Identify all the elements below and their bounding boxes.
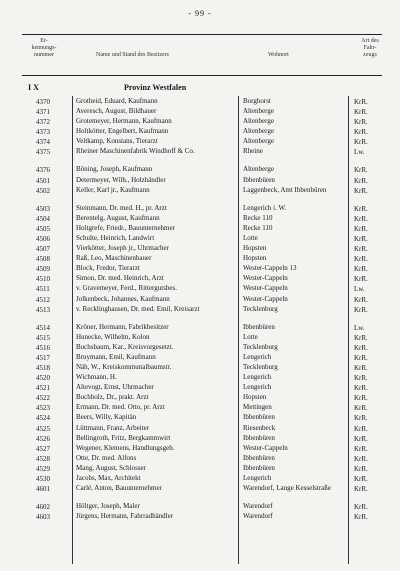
header-nr: Er- kennungs- nummer: [31, 38, 57, 58]
vehicle-type: KrR.: [354, 98, 368, 106]
table-row: [0, 117, 400, 127]
table-row: [0, 343, 400, 353]
vehicle-type: KrR.: [354, 434, 368, 443]
owner-name: Buchsbaum, Kar., Kreisvorgesetzt.: [76, 342, 174, 351]
vehicle-type: KrR.: [354, 475, 368, 483]
vehicle-type: KrR.: [354, 186, 368, 195]
table-row: [0, 214, 400, 224]
vehicle-type: KrR.: [354, 384, 368, 393]
entry-number: 4523: [36, 404, 50, 413]
vehicle-type: KrR.: [354, 485, 368, 494]
owner-name: Näh, W., Kreiskommunalbaumstr.: [76, 362, 172, 371]
owner-name: Keller, Karl jr., Kaufmann: [76, 185, 150, 194]
section-title: Provinz Westfalen: [124, 83, 187, 92]
entry-number: 4528: [36, 454, 50, 463]
residence: Wester-Cappeln: [243, 284, 288, 293]
residence: Recke 110: [243, 213, 273, 222]
residence: Warendorf: [243, 502, 273, 511]
owner-name: Grotemeyer, Hermann, Kaufmann: [76, 117, 172, 126]
vehicle-type: KrR.: [354, 363, 368, 372]
residence: Lotte: [243, 233, 258, 242]
residence: Tecklenburg: [243, 304, 278, 313]
vehicle-type: KrR.: [354, 374, 368, 383]
table-row: [0, 284, 400, 294]
table-row: [0, 424, 400, 434]
owner-name: Beers, Willy, Kapitän: [76, 413, 137, 422]
residence: Lotte: [243, 332, 258, 341]
owner-name: Bruymann, Emil, Kaufmann: [76, 352, 156, 361]
entry-number: 4504: [36, 214, 50, 223]
residence: Hopsten: [243, 254, 267, 263]
residence: Wester-Cappeln: [243, 443, 288, 452]
table-row: [0, 186, 400, 204]
entry-number: 4371: [36, 108, 50, 117]
entry-number: 4505: [36, 224, 50, 233]
table-row: [0, 464, 400, 474]
vehicle-type: KrR.: [354, 138, 368, 147]
residence: Ibbenbüren: [243, 463, 275, 472]
table-row: [0, 176, 400, 186]
table-row: [0, 107, 400, 117]
owner-name: Jürgens, Hermann, Fahrradhändler: [76, 512, 174, 521]
table-row: [0, 353, 400, 363]
vehicle-type: KrR.: [354, 128, 368, 137]
entry-number: 4508: [36, 255, 50, 264]
table-row: [0, 165, 400, 175]
entry-number: 4602: [36, 503, 50, 512]
entry-number: 4507: [36, 245, 50, 254]
owner-name: Lüttmann, Franz, Arbeiter: [76, 423, 150, 432]
residence: Warendorf: [243, 512, 273, 521]
table-row: [0, 502, 400, 512]
vehicle-type: KrR.: [354, 224, 368, 233]
residence: Tecklenburg: [243, 342, 278, 351]
entry-number: 4517: [36, 353, 50, 362]
owner-name: Kröner, Hermann, Fabrikbesitzer: [76, 322, 169, 331]
owner-name: v. Recklinghausen, Dr. med. Emil, Kreisarzt: [76, 304, 200, 313]
residence: Mettingen: [243, 403, 272, 412]
entry-number: 4516: [36, 343, 50, 352]
vehicle-type: KrR.: [354, 305, 368, 314]
owner-name: Altevogt, Ernst, Uhrmacher: [76, 383, 154, 392]
residence: Lengerich i. W.: [243, 203, 287, 212]
residence: Warendorf, Lange Kesselstraße: [243, 484, 331, 493]
residence: Riesenbeck: [243, 423, 276, 432]
owner-name: Berentelg, August, Kaufmann: [76, 213, 160, 222]
entry-number: 4530: [36, 475, 50, 483]
owner-name: Ermann, Dr. med. Otto, pr. Arzt: [76, 403, 165, 412]
entry-number: 4521: [36, 384, 50, 393]
residence: Altenberge: [243, 107, 274, 116]
entry-number: 4509: [36, 265, 50, 274]
entry-number: 4515: [36, 333, 50, 342]
entry-number: 4514: [36, 323, 50, 332]
entry-number: 4510: [36, 275, 50, 284]
vehicle-type: KrR.: [354, 454, 368, 463]
residence: Ibbenbüren: [243, 453, 275, 462]
vehicle-type: KrR.: [354, 414, 368, 423]
entry-number: 4374: [36, 138, 50, 147]
vehicle-type: KrR.: [354, 214, 368, 223]
owner-name: Determeyer, Wilh., Holzhändler: [76, 175, 166, 184]
owner-name: Jacobs, Max, Architekt: [76, 474, 141, 482]
owner-name: Raß, Leo, Maschinenbauer: [76, 254, 152, 263]
vehicle-type: KrR.: [354, 343, 368, 352]
owner-name: Otte, Dr. med. Alfons: [76, 453, 137, 462]
entry-number: 4376: [36, 166, 50, 175]
table-row: [0, 454, 400, 464]
residence: Lengerich: [243, 352, 272, 361]
table-row: [0, 147, 400, 165]
owner-name: Jolkenbeck, Johannes, Kaufmann: [76, 294, 170, 303]
table-row: [0, 413, 400, 423]
residence: Ibbenbüren: [243, 433, 275, 442]
owner-name: Veltkamp, Konstans, Tierarzt: [76, 137, 158, 146]
owner-name: Schulte, Heinrich, Landwirt: [76, 233, 155, 242]
vehicle-type: KrR.: [354, 404, 368, 413]
table-row: [0, 137, 400, 147]
entry-number: 4526: [36, 434, 50, 443]
vehicle-type: KrR.: [354, 245, 368, 254]
vehicle-type: KrR.: [354, 255, 368, 264]
table-row: [0, 512, 400, 522]
entry-number: 4370: [36, 98, 50, 106]
table-row: [0, 234, 400, 244]
residence: Wester-Cappeln 13: [243, 264, 297, 273]
residence: Tecklenburg: [243, 362, 278, 371]
table-row: [0, 274, 400, 284]
owner-name: Grotheid, Eduard, Kaufmann: [76, 97, 158, 105]
residence: Borghorst: [243, 97, 271, 105]
table-row: [0, 373, 400, 383]
owner-name: v. Gravemeyer, Ferd., Rittergutsbes.: [76, 284, 178, 293]
vehicle-type: KrR.: [354, 275, 368, 284]
residence: Hopsten: [243, 393, 267, 402]
entry-number: 4373: [36, 128, 50, 137]
entry-number: 4511: [36, 285, 50, 294]
vehicle-type: KrR.: [354, 166, 368, 175]
residence: Hopsten: [243, 244, 267, 253]
residence: Lengerich: [243, 383, 272, 392]
entry-number: 4522: [36, 394, 50, 403]
residence: Ibbenbüren: [243, 175, 275, 184]
table-row: [0, 393, 400, 403]
owner-name: Böning, Joseph, Kaufmann: [76, 165, 153, 174]
page-number: - 99 -: [188, 9, 212, 18]
vehicle-type: KrR.: [354, 295, 368, 304]
vehicle-type: KrR.: [354, 353, 368, 362]
vehicle-type: Lw.: [354, 148, 365, 157]
table-row: [0, 444, 400, 454]
entry-number: 4502: [36, 186, 50, 195]
residence: Ibbenbüren: [243, 322, 275, 331]
entry-number: 4375: [36, 148, 50, 157]
residence: Lengerich: [243, 373, 272, 382]
header-wohnort: Wohnort: [268, 52, 289, 58]
entry-number: 4603: [36, 513, 50, 522]
entry-number: 4503: [36, 204, 50, 213]
owner-name: Buchholz, Dr., prakt. Arzt: [76, 393, 149, 402]
vehicle-type: KrR.: [354, 424, 368, 433]
vehicle-type: KrR.: [354, 118, 368, 127]
entry-number: 4601: [36, 485, 50, 494]
owner-name: Carlé, Anton, Bauunternehmer: [76, 484, 162, 493]
table-row: [0, 363, 400, 373]
residence: Wester-Cappeln: [243, 274, 288, 283]
table-row: [0, 244, 400, 254]
residence: Altenberge: [243, 127, 274, 136]
entry-number: 4501: [36, 176, 50, 185]
vehicle-type: KrR.: [354, 204, 368, 213]
table-row: [0, 474, 400, 484]
table-row: [0, 97, 400, 107]
owner-name: Holtgrefe, Friedr., Bauunternehmer: [76, 223, 175, 232]
vehicle-type: KrR.: [354, 513, 368, 522]
header-art: Art des Fahr- zeugs: [361, 38, 379, 58]
vehicle-type: KrR.: [354, 108, 368, 117]
table-row: [0, 403, 400, 413]
owner-name: Bellingroth, Fritz, Bergkammwirt: [76, 433, 171, 442]
residence: Rheine: [243, 147, 263, 156]
table-row: [0, 484, 400, 502]
owner-name: Vierkötter, Joseph jr., Uhrmacher: [76, 244, 169, 253]
header-top-rule: [22, 34, 382, 35]
vehicle-type: KrR.: [354, 333, 368, 342]
vehicle-type: KrR.: [354, 176, 368, 185]
residence: Laggenbeck, Amt Ibbenbüren: [243, 185, 327, 194]
owner-name: Höltger, Joseph, Maler: [76, 502, 140, 511]
vehicle-type: Lw.: [354, 323, 365, 332]
owner-name: Block, Fredor, Tierarzt: [76, 264, 140, 273]
table-row: [0, 224, 400, 234]
registry-table: [0, 97, 400, 522]
owner-name: Rheiner Maschinenfabrik Windhoff & Co.: [76, 147, 195, 156]
vehicle-type: KrR.: [354, 394, 368, 403]
residence: Altenberge: [243, 137, 274, 146]
entry-number: 4524: [36, 414, 50, 423]
entry-number: 4520: [36, 374, 50, 383]
vehicle-type: KrR.: [354, 265, 368, 274]
vehicle-type: KrR.: [354, 503, 368, 512]
header-name: Name und Stand des Besitzers: [96, 52, 169, 58]
table-row: [0, 127, 400, 137]
owner-name: Steinmann, Dr. med. H., pr. Arzt: [76, 203, 167, 212]
residence: Wester-Cappeln: [243, 294, 288, 303]
table-row: [0, 333, 400, 343]
owner-name: Wichmann, H.: [76, 373, 117, 382]
owner-name: Averesch, August, Bildhauer: [76, 107, 157, 116]
table-row: [0, 305, 400, 323]
residence: Ibbenbüren: [243, 413, 275, 422]
entry-number: 4527: [36, 444, 50, 453]
table-row: [0, 254, 400, 264]
entry-number: 4512: [36, 295, 50, 304]
table-row: [0, 295, 400, 305]
section-roman-numeral: I X: [28, 83, 39, 92]
residence: Altenberge: [243, 117, 274, 126]
vehicle-type: KrR.: [354, 464, 368, 473]
owner-name: Simon, Dr. med. Heinrich, Arzt: [76, 274, 164, 283]
table-row: [0, 204, 400, 214]
table-row: [0, 323, 400, 333]
table-row: [0, 434, 400, 444]
entry-number: 4518: [36, 363, 50, 372]
residence: Altenberge: [243, 165, 274, 174]
entry-number: 4506: [36, 234, 50, 243]
owner-name: Mang, August, Schlosser: [76, 463, 146, 472]
entry-number: 4372: [36, 118, 50, 127]
owner-name: Hunecke, Wilhelm, Kolon: [76, 332, 150, 341]
table-row: [0, 264, 400, 274]
vehicle-type: Lw.: [354, 285, 365, 294]
entry-number: 4513: [36, 305, 50, 314]
table-row: [0, 383, 400, 393]
residence: Recke 110: [243, 223, 273, 232]
residence: Lengerich: [243, 474, 272, 482]
vehicle-type: KrR.: [354, 444, 368, 453]
owner-name: Wegener, Klemens, Handlungsgeh.: [76, 443, 175, 452]
owner-name: Holtkötter, Engelbert, Kaufmann: [76, 127, 169, 136]
entry-number: 4529: [36, 464, 50, 473]
header-bottom-rule: [22, 75, 382, 76]
vehicle-type: KrR.: [354, 234, 368, 243]
entry-number: 4525: [36, 424, 50, 433]
